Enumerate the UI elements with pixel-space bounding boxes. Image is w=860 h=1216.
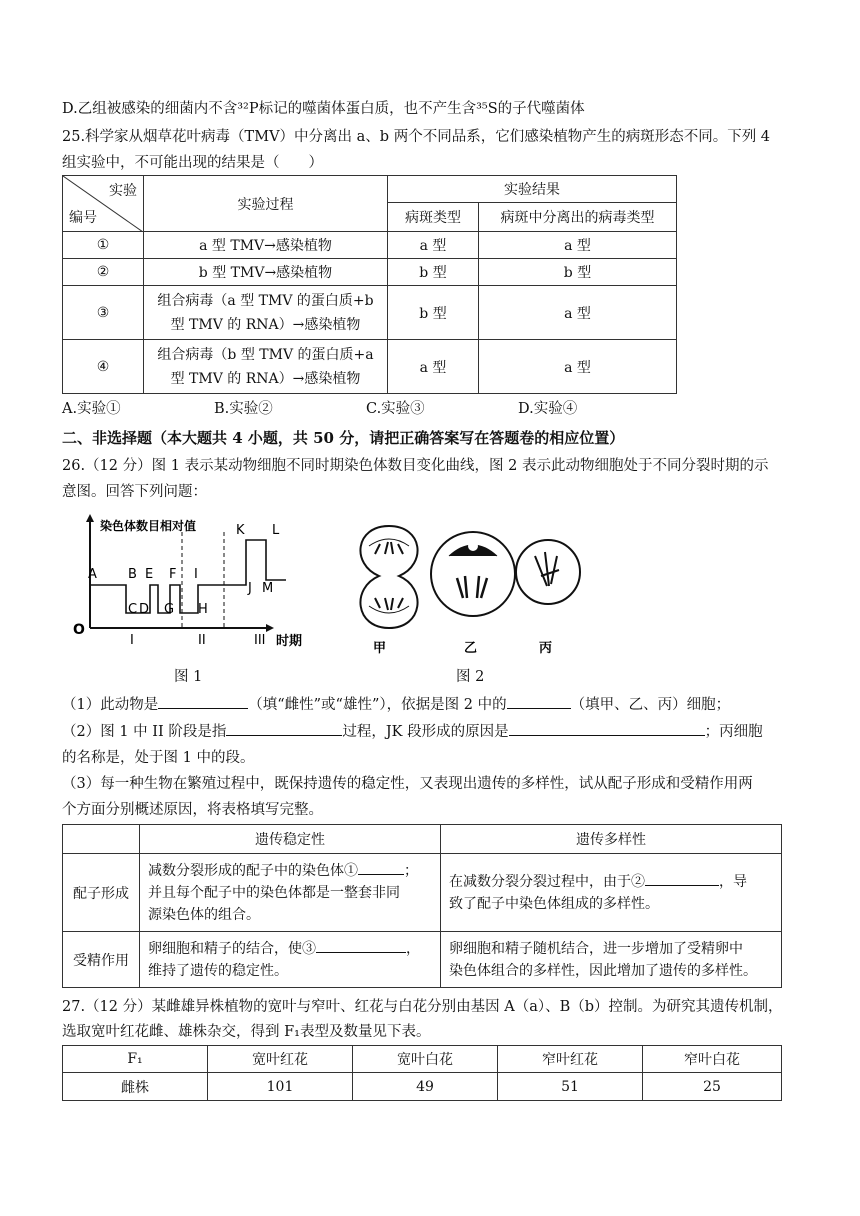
q25-stem-line2: 组实验中，不可能出现的结果是（ ） [62,155,323,171]
row1-diverse-text: 在减数分裂分裂过程中，由于② [449,873,645,890]
sub2-text-c: ；丙细胞 [704,724,763,740]
row2-diverse [441,932,782,988]
row2-diverse-line2: 染色体组合的多样性，因此增加了遗传的多样性。 [449,962,757,979]
option-b: B.实验② [214,401,273,417]
fig2-caption: 图 2 [456,669,485,685]
q27-stem-line1: 27.（12 分）某雌雄异株植物的宽叶与窄叶、红花与白花分别由基因 A（a）、B（b）控制。为研究其遗传机制， [62,999,783,1015]
header-cell: F₁ [63,1046,208,1073]
row1-diverse-line2: 致了配子中染色体组成的多样性。 [449,895,659,912]
table-cell: 25 [643,1073,782,1101]
sub2-text-b: 过程，JK 段形成的原因是 [342,724,509,740]
point-label-a: A [88,567,97,582]
col-stable-header: 遗传稳定性 [140,825,441,854]
option-a: A.实验① [62,401,121,417]
point-label-f: F [169,567,177,582]
row-process [144,286,388,340]
row2-stable [140,932,441,988]
point-label-h: H [198,602,208,617]
row-virus: a 型 [479,340,677,394]
q27-table [62,1045,782,1101]
empty-header-cell [63,825,140,854]
answer-blank-stage[interactable] [226,721,342,736]
q26-sub3-line2: 个方面分别概述原因，将表格填写完整。 [62,802,323,818]
row2-stable-end: ， [406,940,420,957]
row-virus: b 型 [479,259,677,286]
sub1-text-c: （填甲、乙、丙）细胞； [570,697,731,713]
answer-blank-reason[interactable] [509,721,705,736]
row-num: ② [63,259,144,286]
row-num: ③ [63,286,144,340]
fig1-origin: O [73,622,85,638]
q26-table [62,824,782,988]
row2-diverse-line1: 卵细胞和精子随机结合，进一步增加了受精卵中 [449,940,743,957]
sub2-text-a: （2）图 1 中 II 阶段是指 [62,724,227,740]
row-process-line2: 型 TMV 的 RNA）→感染植物 [170,316,361,333]
header-cell: 窄叶白花 [643,1046,782,1073]
q26-stem-line2: 意图。回答下列问题： [62,484,207,500]
q26-stem-line1: 26.（12 分）图 1 表示某动物细胞不同时期染色体数目变化曲线，图 2 表示此动物细胞处于不同分裂时期的示 [62,458,769,474]
stage-label-3: III [254,633,266,648]
table-row [63,232,677,259]
point-label-b: B [128,567,137,582]
q27-stem-line2: 选取宽叶红花雌、雄株杂交，得到 F₁表型及数量见下表。 [62,1024,431,1040]
corner-bottom-label: 编号 [69,210,97,226]
row-process [144,340,388,394]
row-num: ④ [63,340,144,394]
cell-label-yi: 乙 [464,641,478,656]
q26-sub3-line1: （3）每一种生物在繁殖过程中，既保持遗传的稳定性，又表现出遗传的多样性，试从配子形成和受精作用两 [62,776,753,792]
section-title: 二、非选择题（本大题共 4 小题，共 50 分，请把正确答案写在答题卷的相应位置） [62,429,625,447]
row-type: a 型 [388,340,479,394]
answer-blank-2[interactable] [645,871,719,886]
row1-stable-text: 减数分裂形成的配子中的染色体① [148,862,358,879]
figure-2-cell-division [345,516,585,661]
q25-options [62,399,577,419]
table-row [63,854,782,932]
row-num: ① [63,232,144,259]
table-row [63,1073,782,1101]
row-type: a 型 [388,232,479,259]
table-header-row [63,1046,782,1073]
row1-diverse [441,854,782,932]
fig1-ylabel: 染色体数目相对值 [100,519,197,533]
header-cell: 宽叶白花 [353,1046,498,1073]
point-label-i: I [194,567,198,582]
sub1-text-b: （填“雌性”或“雄性”），依据是图 2 中的 [248,697,507,713]
figure-1-chromosome-graph [70,510,340,650]
fig1-xlabel: 时期 [276,634,303,649]
q25-stem-line1: 25.科学家从烟草花叶病毒（TMV）中分离出 a、b 两个不同品系，它们感染植物产生的病斑形态不同。下列 4 [62,129,771,145]
col-process-header: 实验过程 [144,176,388,232]
q26-sub2 [62,721,763,742]
point-label-c: C [128,602,138,617]
row-process: a 型 TMV→感染植物 [144,232,388,259]
point-label-d: D [139,602,150,617]
table-cell: 49 [353,1073,498,1101]
row1-stable-line2: 并且每个配子中的染色体都是一整套非同 [148,884,400,901]
answer-blank-sex[interactable] [158,694,248,709]
answer-blank-cell[interactable] [507,694,571,709]
row1-stable-line3: 源染色体的组合。 [148,906,260,923]
row2-label: 受精作用 [63,932,140,988]
row-process: b 型 TMV→感染植物 [144,259,388,286]
answer-blank-3[interactable] [316,938,406,953]
q26-sub2-line2: 的名称是，处于图 1 中的段。 [62,750,255,766]
corner-top-label: 实验 [109,183,137,199]
table-cell: 雌株 [63,1073,208,1101]
row-type: b 型 [388,259,479,286]
stage-label-2: II [198,633,206,648]
row-process-line1: 组合病毒（b 型 TMV 的蛋白质+a [157,346,374,363]
row1-stable-end: ； [404,862,418,879]
point-label-k: K [236,523,245,538]
table-row [63,259,677,286]
cell-label-jia: 甲 [373,641,387,656]
point-label-l: L [272,523,280,538]
col-diverse-header: 遗传多样性 [441,825,782,854]
cell-jia-icon [360,526,417,628]
option-c: C.实验③ [366,401,425,417]
point-label-e: E [145,567,154,582]
q25-table [62,175,677,394]
point-label-j: J [248,581,252,596]
row-process-line2: 型 TMV 的 RNA）→感染植物 [170,370,361,387]
header-cell: 宽叶红花 [208,1046,353,1073]
q24-option-d: D.乙组被感染的细菌内不含³²P标记的噬菌体蛋白质，也不产生含³⁵S的子代噬菌体 [62,101,585,117]
row2-stable-line2: 维持了遗传的稳定性。 [148,962,288,979]
cell-bing-icon [516,540,580,604]
col-result-header: 实验结果 [388,176,677,203]
option-d: D.实验④ [518,401,578,417]
row-type: b 型 [388,286,479,340]
row2-stable-text: 卵细胞和精子的结合，使③ [148,940,316,957]
table-row [63,340,677,394]
sub1-text-a: （1）此动物是 [62,697,159,713]
point-label-m: M [262,581,274,596]
table-cell: 101 [208,1073,353,1101]
table-row [63,286,677,340]
q25-corner-cell [63,176,144,232]
point-label-g: G [164,602,175,617]
col-type-header: 病斑类型 [388,203,479,232]
table-row [63,932,782,988]
fig1-caption: 图 1 [174,669,203,685]
row1-label: 配子形成 [63,854,140,932]
row1-diverse-end: ，导 [719,873,747,890]
row1-stable [140,854,441,932]
cell-yi-icon [431,532,515,616]
row-virus: a 型 [479,286,677,340]
stage-label-1: I [130,633,134,648]
col-virus-header: 病斑中分离出的病毒类型 [479,203,677,232]
answer-blank-1[interactable] [358,860,404,875]
row-virus: a 型 [479,232,677,259]
table-cell: 51 [498,1073,643,1101]
q26-sub1 [62,694,730,715]
header-cell: 窄叶红花 [498,1046,643,1073]
cell-label-bing: 丙 [539,641,553,656]
row-process-line1: 组合病毒（a 型 TMV 的蛋白质+b [157,292,374,309]
